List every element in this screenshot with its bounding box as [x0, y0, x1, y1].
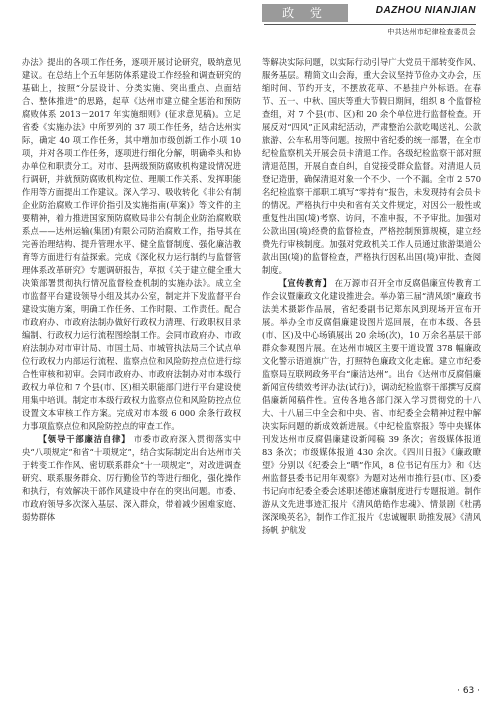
right-paragraph-2 — [262, 277, 481, 537]
section-title: 政 党 — [262, 4, 348, 22]
page-number: · 63 · — [457, 686, 480, 696]
section-tag-publicity: 【宣传教育】 — [278, 278, 332, 288]
right-column — [262, 56, 481, 676]
left-paragraph-2-text: 市委市政府深入贯彻落实中央“八项规定”和省“十项规定”，结合实际制定出台达州市关于转变工作作风、密切联系群众“十一项规定”，对改进调查研究、联系服务群众、厉行勤俭节约等进行细化，强化操作和执行，有效解决干部作风建设中存在的突出问题。市委、市政府领导多次深入基层、深入群众，带着减少困难家庭、弱势群体 — [22, 434, 241, 522]
article-body — [22, 56, 481, 676]
section-tag-self-discipline: 【领导干部廉洁自律】 — [38, 434, 131, 444]
right-paragraph-2-text: 在万源市召开全市反腐倡廉宣传教育工作会议暨廉政文化建设推进会。举办第三届“清风颂”廉政书法美术摄影作品展，省纪委副书记郑东风到现场开宣布开展。举办全市反腐倡廉建设图片巡回展，在市本级、各县(市、区)及中心场镇展出 20 余场(次)，10 万余名基层干部群众参观图片展。在达州市城区主要干道设置 378 幅廉政文化警示语道旗广告，打照特色廉政文化走廊。建立市纪委监察局互联网政务平台“廉洁达州”。出台《达州市反腐倡廉新闻宣传绩效考评办法(试行)》，调动纪检监察干部撰写反腐倡廉新闻稿件性。宣传各地各部门深入学习贯彻党的十八大、十八届三中全会和中央、省、市纪委全会精神过程中解决实际问题的新成效新进展。《中纪检监察报》等中央媒体刊发达州市反腐倡廉建设新闻稿 39 条次；省级媒体报道 83 条次；市级媒体报道 430 余次。《四川日报》《廉政瞭望》分别以《纪委会上“晒”作风，8 位书记有压力》和《达州监督县委书记用年观察》为题对达州市推行县(市、区)委书记向市纪委全委会述职述德述廉制度进行专题报道。制作游从文先进事迹汇报片《清风皓皓作忠魂》、情景剧《杜鹃深深唤英名》，制作工作汇报片《忠诚履职 助推发展》《清风扬帆 护航发 — [262, 278, 481, 535]
magazine-title: DAZHOU NIANJIAN — [375, 5, 476, 16]
left-paragraph-2 — [22, 433, 241, 524]
page-header — [0, 0, 502, 48]
right-paragraph-1: 等解决实际问题，以实际行动引导广大党员干部转变作风、服务基层。精简文山会海，重大会议坚持节俭办文办会，压缩时间、节约开支，不摆放花草、不悬挂户外标语。在春节、五一、中秋、国庆等重大节假日期间，组织 8 个监督检查组，对 7 个县(市、区)和 20 余个单位进行监督检查。开展反对“四风”正风肃纪活动，严肃整治公款吃喝送礼、公款旅游、公车私用等问题。按照中省纪委的统一部署，在全市纪检监察机关开展会员卡清退工作。各级纪检监察干部对照清退范围，开展自查自纠，自觉接受群众监督。对清退人员登记造册，确保清退对象一个不少、一个不漏。全市 2 570 名纪检监察干部职工填写“零持有”报告，未发现持有会员卡的情况。严格执行中央和省有关文件规定，对因公一般性或重复性出国(境)考察、访问，不准申报，不予审批。加强对公款出国(境)经费的监督检查，严格控制预算规模，建立经费先行审核制度。加强对党政机关工作人员通过旅游渠道公款出国(境)的监督检查，严格执行因私出国(境)审批、查阅制度。 — [262, 57, 481, 275]
header-rule — [264, 24, 476, 25]
left-paragraph-1: 办法》提出的各项工作任务，逐项开展讨论研究，吸纳意见建议。在总结上个五年惩防体系建设工作经验和调查研究的基础上，按照“分层设计、分类实施、突出重点、点面结合、整体推进”的思路，起草《达州市建立健全惩治和预防腐败体系 2013－2017 年实施细则》(征求意见稿)。立足省委《实施办法》中所罗列的 37 项工作任务，结合达州实际，确定 40 项工作任务，其中增加市级创新工作小项 10 项，并对各项工作任务，逐项进行细化分解，明确牵头和协办单位和职责分工。对市、县两级预防腐败机构建设情况进行调研，并就预防腐败机构定位、理顺工作关系、发挥职能作用等方面提出工作建议。深入学习、吸收转化《非公有制企业防治腐败工作评价指引及实施指南(草案)》等文件的主要精神，着力推进国家预防腐败局非公有制企业防治腐败联系点——达州运输(集团)有限公司防治腐败工作，指导其在完善治理结构、提升管理水平、健全监督制度、强化廉洁教育等方面进行有益探索。完成《深化权力运行制约与监督管理体系改革研究》专题调研报告，草拟《关于建立健全重大决策部署贯彻执行情况监督检查机制的实施办法》。成立全市监督平台建设领导小组及其办公室，制定并下发监督平台建设实施方案，明确工作任务、工作时限、工作责任。配合市政府办、市政府法制办做好行政权力清理、行政职权目录编制、行政权力运行流程图绘制工作。会同市政府办、市政府法制办对市审计局、市国土局、市城管执法局三个试点单位行政权力内部运行流程、监察点位和风险防控点位进行综合性审核和初审。会同市政府办、市政府法制办对市本级行政权力单位和 7 个县(市、区)相关职能部门进行平台建设使用集中培训。制定市本级行政权力监察点位和风险防控点位设置文本审核工作方案。完成对市本级 6 000 余条行政权力事项监察点位和风险防控点的审查工作。 — [22, 57, 241, 431]
left-column — [22, 56, 241, 676]
publisher-name: 中共达州市纪律检查委员会 — [387, 28, 476, 36]
